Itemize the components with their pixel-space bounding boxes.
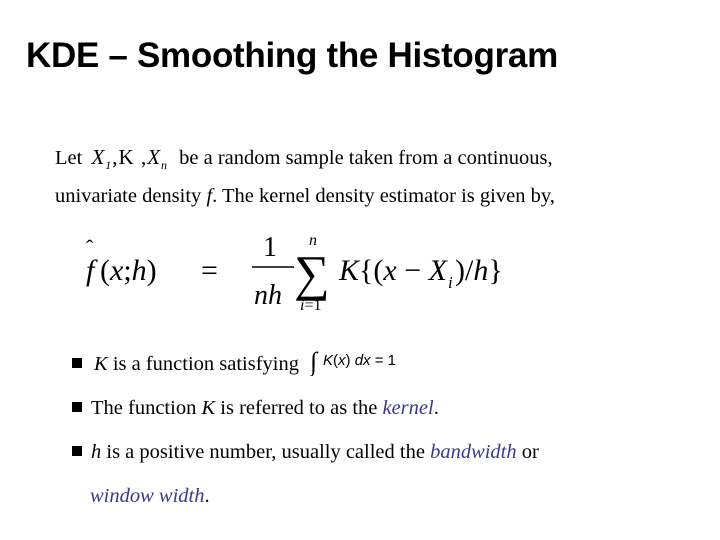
intro-text-1: be a random sample taken from a continuous, [179, 147, 553, 169]
bullet-bandwidth-continued [72, 474, 692, 518]
kernel-k: K [201, 397, 216, 419]
bullet-text: The function [91, 397, 202, 419]
density-f: f [206, 185, 213, 208]
sum-lower: i=1 [300, 297, 322, 314]
kde-formula [80, 228, 540, 320]
bullet-marker [72, 402, 82, 412]
integral-formula [310, 346, 428, 376]
bullet-text: is a positive number, usually called the [101, 441, 431, 463]
sum-upper: n [309, 232, 317, 249]
formula-denominator: nh [254, 280, 282, 311]
svg-text:∫: ∫ [310, 347, 318, 376]
sum-sign: ∑ [294, 245, 330, 301]
intro-line-1 [55, 142, 695, 181]
bullet-text: is a function satisfying [107, 353, 299, 375]
bullet-text: . [204, 485, 210, 507]
bullet-text: is referred to as the [215, 397, 383, 419]
intro-paragraph [55, 142, 695, 212]
formula-hat: ˆ [86, 235, 94, 260]
bullet-text: . [433, 397, 439, 419]
formula-body-end: )/h} [455, 254, 503, 287]
formula-numerator: 1 [263, 232, 277, 263]
bullet-bandwidth [72, 430, 692, 474]
formula-lhs-args: (x;h) [100, 254, 157, 287]
formula-f: f [86, 254, 95, 287]
bullet-marker [72, 446, 82, 456]
bandwidth-h: h [91, 441, 102, 463]
bullet-list [72, 342, 692, 518]
slide-title: KDE – Smoothing the Histogram [26, 36, 558, 75]
intro-text-2b: . The kernel density estimator is given by, [212, 185, 555, 208]
intro-line-2 [55, 181, 695, 212]
kernel-k: K [94, 353, 108, 375]
bullet-kernel-condition [72, 342, 692, 386]
formula-sub-i: i [448, 273, 453, 292]
bullet-kernel-name [72, 386, 692, 430]
term-window-width: window width [90, 485, 205, 507]
sample-notation [91, 145, 169, 173]
sample-x1: X [91, 145, 106, 169]
sample-sub-1: 1 [105, 158, 113, 173]
formula-body: K{(x − X [339, 254, 447, 287]
bullet-marker [72, 358, 82, 368]
term-bandwidth: bandwidth [430, 441, 517, 463]
sample-xn: X [147, 145, 162, 169]
let-word: Let [55, 147, 83, 169]
intro-text-2a: univariate density [55, 185, 207, 208]
sample-ellipsis: ,K , [112, 145, 148, 169]
sample-sub-n: n [161, 158, 169, 173]
term-kernel: kernel [382, 397, 434, 419]
svg-text:K(x) dx = 1: K(x) dx = 1 [323, 352, 397, 369]
formula-equals: = [201, 254, 218, 287]
bullet-text: or [516, 441, 539, 463]
